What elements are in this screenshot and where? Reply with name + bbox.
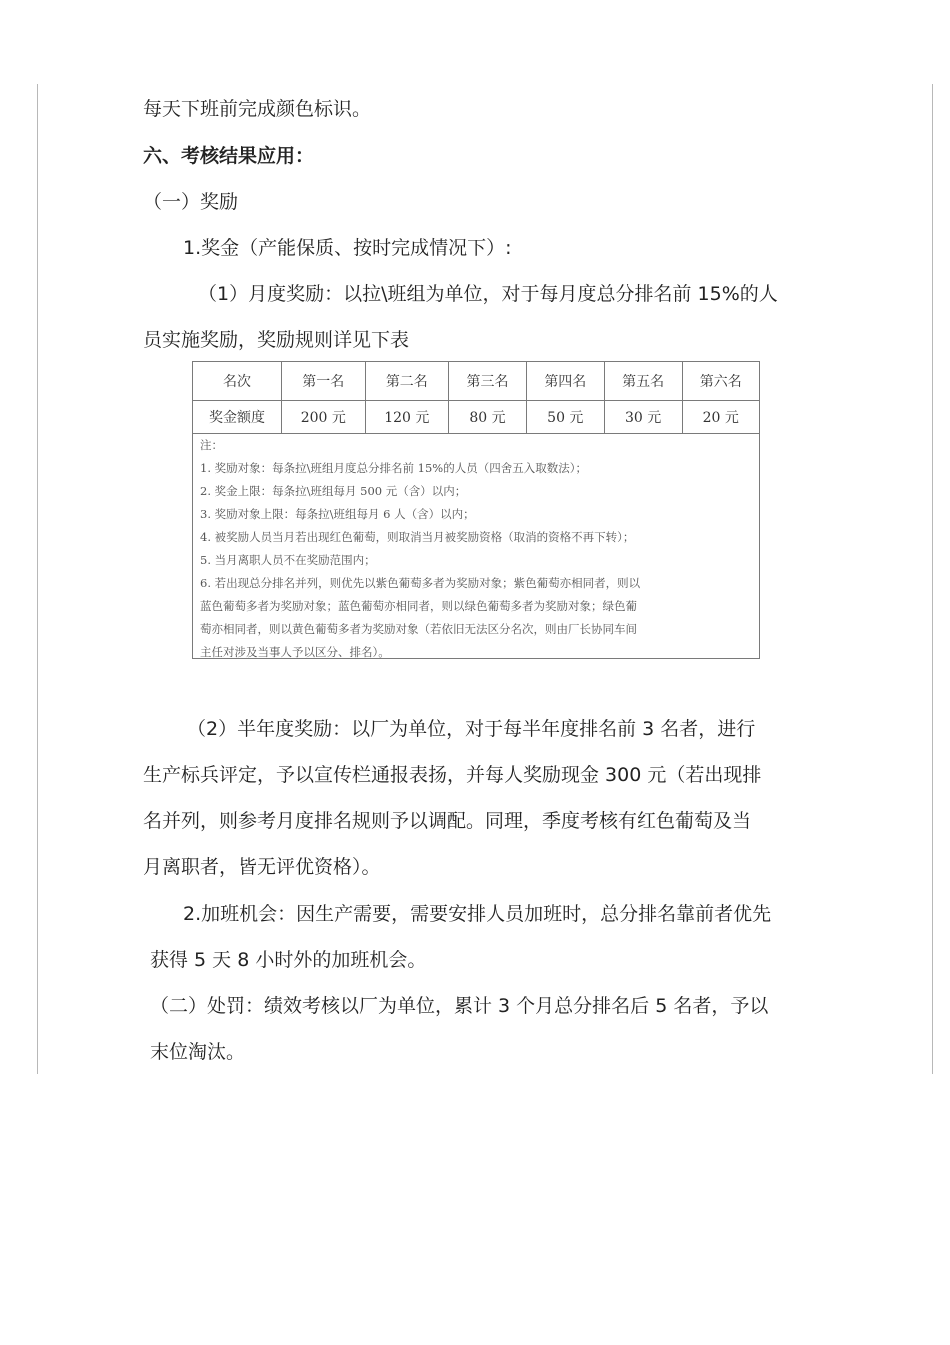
paragraph-color-marking: 每天下班前完成颜色标识。 [143,98,372,120]
reward-table-image [192,361,760,659]
table-header-amount: 奖金额度 [193,401,282,434]
paragraph-halfyear-reward-3: 名并列，则参考月度排名规则予以调配。同理，季度考核有红色葡萄及当 [143,810,752,832]
paragraph-penalty-1: （二）处罚：绩效考核以厂为单位，累计 3 个月总分排名后 5 名者，予以 [150,995,769,1017]
table-cell-rank: 第一名 [282,362,366,401]
table-cell-amount: 120 元 [365,401,449,434]
note-line: 5. 当月离职人员不在奖励范围内； [200,553,376,567]
note-line: 6. 若出现总分排名并列，则优先以紫色葡萄多者为奖励对象；紫色葡萄亦相同者，则以 [200,576,641,590]
table-cell-rank: 第五名 [604,362,682,401]
table-cell-rank: 第二名 [365,362,449,401]
paragraph-monthly-reward-1: （1）月度奖励：以拉\班组为单位，对于每月度总分排名前 15%的人 [198,283,778,305]
table-cell-amount: 50 元 [526,401,604,434]
paragraph-overtime-1: 2.加班机会：因生产需要，需要安排人员加班时，总分排名靠前者优先 [183,903,772,925]
table-cell-rank: 第四名 [526,362,604,401]
table-cell-amount: 80 元 [449,401,527,434]
table-cell-rank: 第三名 [449,362,527,401]
note-line: 1. 奖励对象：每条拉\班组月度总分排名前 15%的人员（四舍五入取数法）； [200,461,587,475]
table-cell-amount: 30 元 [604,401,682,434]
reward-notes [200,434,756,664]
item-bonus-heading: 1.奖金（产能保质、按时完成情况下）: [183,237,512,259]
reward-table [193,362,759,434]
note-line: 3. 奖励对象上限：每条拉\班组每月 6 人（含）以内； [200,507,475,521]
table-cell-rank: 第六名 [682,362,759,401]
paragraph-halfyear-reward-4: 月离职者，皆无评优资格）。 [143,856,381,878]
note-line: 4. 被奖励人员当月若出现红色葡萄，则取消当月被奖励资格（取消的资格不再下转）； [200,530,635,544]
table-row [193,401,759,434]
note-line: 注： [200,438,223,452]
table-cell-amount: 200 元 [282,401,366,434]
paragraph-monthly-reward-2: 员实施奖励，奖励规则详见下表 [143,329,410,351]
note-line: 萄亦相同者，则以黄色葡萄多者为奖励对象（若依旧无法区分名次，则由厂长协同车间 [200,622,637,636]
paragraph-penalty-2: 末位淘汰。 [150,1041,246,1063]
paragraph-halfyear-reward-2: 生产标兵评定，予以宣传栏通报表扬，并每人奖励现金 300 元（若出现排 [143,764,762,786]
section-heading-results: 六、考核结果应用： [143,145,315,167]
table-row [193,362,759,401]
table-header-rank: 名次 [193,362,282,401]
table-cell-amount: 20 元 [682,401,759,434]
subheading-rewards: （一）奖励 [143,191,239,213]
paragraph-halfyear-reward-1: （2）半年度奖励：以厂为单位，对于每半年度排名前 3 名者，进行 [187,718,756,740]
note-line: 2. 奖金上限：每条拉\班组每月 500 元（含）以内； [200,484,467,498]
note-line: 主任对涉及当事人予以区分、排名）。 [200,645,390,659]
note-line: 蓝色葡萄多者为奖励对象；蓝色葡萄亦相同者，则以绿色葡萄多者为奖励对象；绿色葡 [200,599,637,613]
paragraph-overtime-2: 获得 5 天 8 小时外的加班机会。 [150,949,427,971]
